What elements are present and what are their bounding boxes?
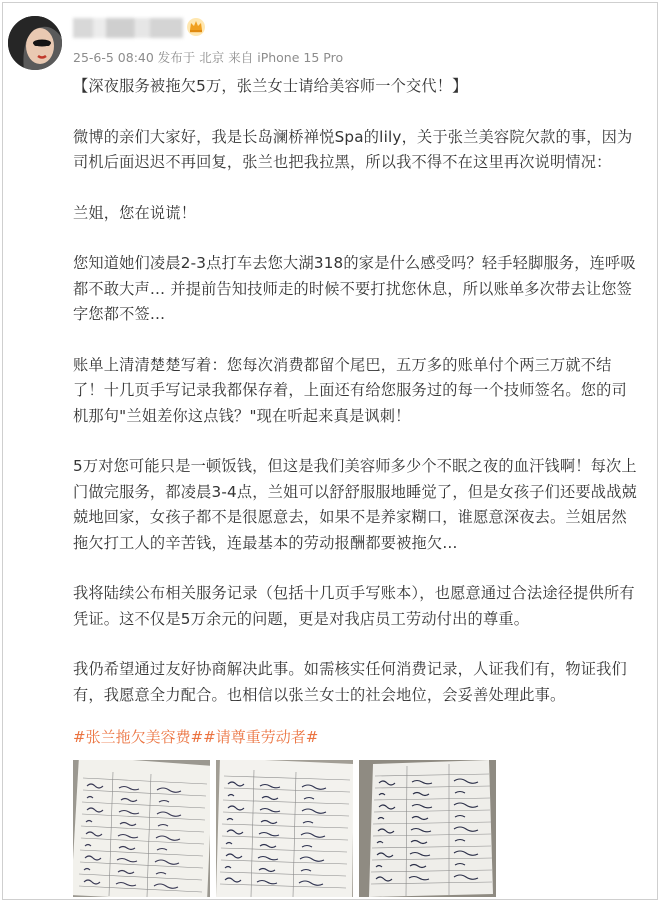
post-paragraph: 我将陆续公布相关服务记录（包括十几页手写账本），也愿意通过合法途径提供所有凭证。这不仅是5万余元的问题，更是对我店员工劳动付出的尊重。 [73,584,635,628]
handwritten-ledger-photo-icon [73,760,210,897]
handwritten-ledger-photo-icon [359,760,496,897]
post-meta: 25-6-5 08:40 发布于 北京 来自 iPhone 15 Pro [73,50,344,65]
post-paragraph: 您知道她们凌晨2-3点打车去您大湖318的家是什么感受吗？轻手轻脚服务，连呼吸都不敢大声… 并提前告知技师走的时候不要打扰您休息，所以账单多次带去让您签字您都不签… [73,254,636,323]
avatar[interactable] [8,16,62,70]
post-paragraph: 微博的亲们大家好，我是长岛澜桥禅悦Spa的lily，关于张兰美容院欠款的事，因为司机后面迟迟不再回复，张兰也把我拉黑，所以我不得不在这里再次说明情况： [73,127,633,171]
ledger-photo-1[interactable] [73,760,210,897]
post-title: 【深夜服务被拖欠5万，张兰女士请给美容师一个交代！】 [73,77,468,95]
post-paragraph: 兰姐，您在说谎！ [73,203,197,222]
post-paragraph: 我仍希望通过友好协商解决此事。如需核实任何消费记录，人证我们有，物证我们有，我愿意全力配合。也相信以张兰女士的社会地位，会妥善处理此事。 [73,660,627,704]
post-paragraph: 账单上清清楚楚写着：您每次消费都留个尾巴，五万多的账单付个两三万就不结了！十几页手写记录我都保存着，上面还有给您服务过的每一个技师签名。您的司机那句"兰姐差你这点钱？"现在听起来真是讽刺！ [73,355,627,425]
username-blurred[interactable] [73,18,183,38]
post-paragraph: 5万对您可能只是一顿饭钱，但这是我们美容师多少个不眠之夜的血汗钱啊！每次上门做完服务，都凌晨3-4点，兰姐可以舒舒服服地睡觉了，但是女孩子们还要战战兢兢地回家，女孩子都不是很愿意去，如果不是养家糊口，谁愿意深夜去。兰姐居然拖欠打工人的辛苦钱，连最基本的劳动报酬都要被拖欠… [73,457,637,552]
hashtag-links[interactable]: #张兰拖欠美容费##请尊重劳动者# [73,728,319,746]
ledger-photo-3[interactable] [359,760,496,897]
avatar-image [8,16,62,70]
handwritten-ledger-photo-icon [216,760,353,897]
photo-grid [73,760,498,897]
crown-badge-icon [186,17,206,37]
post-content [73,74,641,733]
ledger-photo-2[interactable] [216,760,353,897]
